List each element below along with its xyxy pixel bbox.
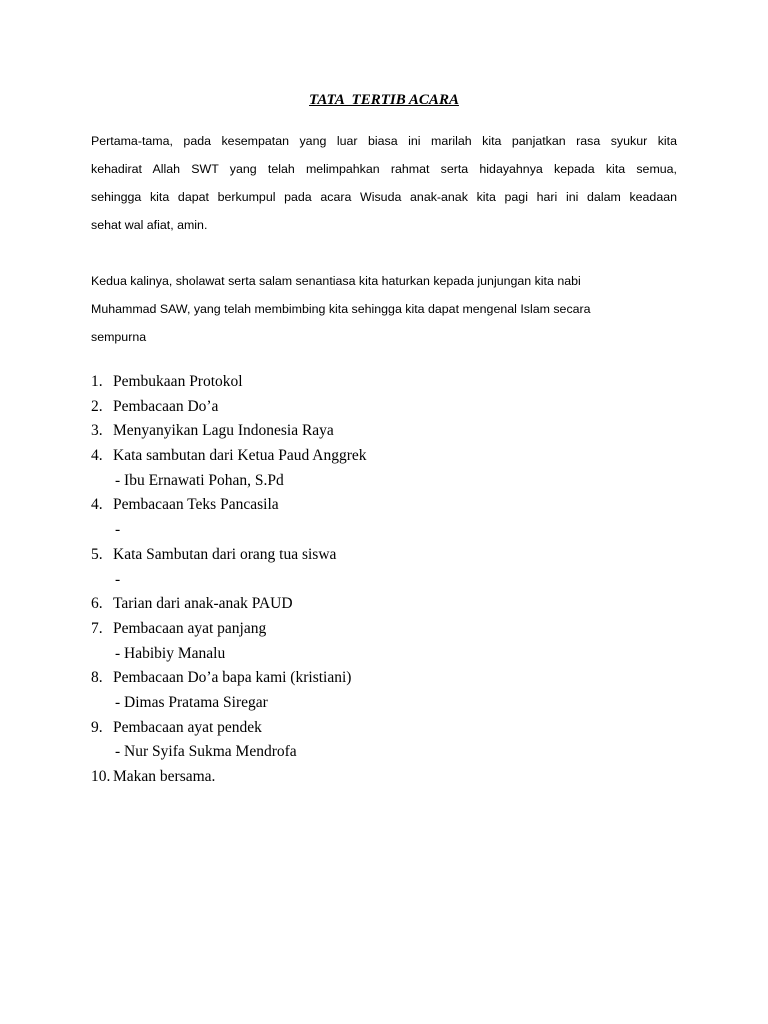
agenda-performer: - Dimas Pratama Siregar	[115, 693, 268, 711]
agenda-text: Pembacaan Do’a bapa kami (kristiani)	[113, 669, 352, 687]
agenda-text: Kata Sambutan dari orang tua siswa	[113, 545, 337, 563]
agenda-number: 10.	[91, 768, 111, 785]
opening-paragraph	[91, 127, 677, 239]
agenda-item	[91, 617, 691, 642]
agenda-sub-item	[91, 740, 691, 765]
agenda-number: 5.	[91, 545, 103, 563]
page-title: TATA TERTIB ACARA	[309, 92, 459, 108]
agenda-item	[91, 493, 691, 518]
agenda-number: 4.	[91, 447, 103, 465]
agenda-number: 9.	[91, 718, 103, 736]
agenda-number: 8.	[91, 669, 103, 687]
agenda-text: Tarian dari anak-anak PAUD	[113, 595, 293, 613]
agenda-number: 6.	[91, 595, 103, 613]
agenda-number: 2.	[91, 397, 103, 415]
agenda-text: Pembacaan Do’a	[113, 397, 219, 415]
agenda-sub-item	[91, 642, 691, 667]
agenda-sub-item	[91, 568, 691, 593]
agenda-sub-item	[91, 518, 691, 543]
paragraph-line: sehat wal afiat, amin.	[91, 218, 208, 232]
agenda-performer: - Ibu Ernawati Pohan, S.Pd	[115, 471, 284, 489]
paragraph-line: Kedua kalinya, sholawat serta salam senantiasa kita haturkan kepada junjungan kita nabi	[91, 274, 581, 288]
agenda-number: 3.	[91, 422, 103, 440]
agenda-item	[91, 395, 691, 420]
agenda-list	[91, 370, 691, 790]
agenda-text: Pembukaan Protokol	[113, 373, 243, 390]
agenda-item	[91, 666, 691, 691]
agenda-item	[91, 370, 691, 395]
agenda-performer: - Habibiy Manalu	[115, 644, 226, 662]
agenda-performer: - Nur Syifa Sukma Mendrofa	[115, 743, 297, 761]
paragraph-line: sehingga kita dapat berkumpul pada acara Wisuda anak-anak kita pagi hari ini dalam keadaan	[91, 190, 677, 204]
agenda-number: 1.	[91, 373, 103, 390]
paragraph-line: Muhammad SAW, yang telah membimbing kita sehingga kita dapat mengenal Islam secara	[91, 302, 591, 316]
agenda-sub-item	[91, 469, 691, 494]
agenda-item	[91, 444, 691, 469]
agenda-item	[91, 592, 691, 617]
agenda-sub-item	[91, 691, 691, 716]
paragraph-line: sempurna	[91, 330, 147, 344]
agenda-number: 7.	[91, 619, 103, 637]
agenda-item	[91, 765, 691, 790]
agenda-performer: -	[115, 521, 121, 539]
agenda-text: Pembacaan ayat panjang	[113, 619, 267, 637]
agenda-item	[91, 716, 691, 741]
agenda-performer: -	[115, 570, 121, 588]
agenda-text: Makan bersama.	[113, 768, 216, 785]
sholawat-paragraph	[91, 267, 677, 351]
paragraph-line: Pertama-tama, pada kesempatan yang luar biasa ini marilah kita panjatkan rasa syukur kita	[91, 134, 677, 148]
paragraph-line: kehadirat Allah SWT yang telah melimpahkan rahmat serta hidayahnya kepada kita semua,	[91, 162, 677, 176]
agenda-text: Menyanyikan Lagu Indonesia Raya	[113, 422, 334, 440]
agenda-number: 4.	[91, 496, 103, 514]
agenda-text: Pembacaan ayat pendek	[113, 718, 262, 736]
agenda-text: Kata sambutan dari Ketua Paud Anggrek	[113, 447, 367, 465]
agenda-item	[91, 419, 691, 444]
agenda-item	[91, 543, 691, 568]
agenda-text: Pembacaan Teks Pancasila	[113, 496, 279, 514]
